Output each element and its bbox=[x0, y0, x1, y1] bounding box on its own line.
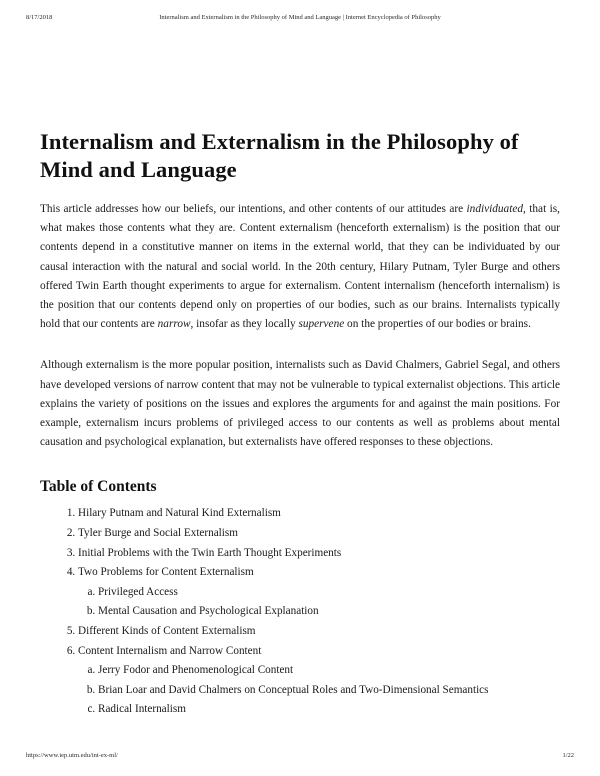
toc-item-label: Content Internalism and Narrow Content bbox=[78, 644, 262, 657]
toc-item-label: Hilary Putnam and Natural Kind Externalism bbox=[78, 507, 281, 520]
header-title: Internalism and Externalism in the Philosophy of Mind and Language | Internet Encyclopedia of Philosophy bbox=[159, 14, 441, 21]
toc-item-label: Different Kinds of Content Externalism bbox=[78, 625, 256, 637]
toc-subitem-label: Mental Causation and Psychological Explanation bbox=[98, 605, 319, 618]
body-text: This article addresses how our beliefs, our intentions, and other contents of our attitudes are bbox=[40, 203, 467, 215]
toc-subitem[interactable] bbox=[98, 583, 560, 603]
toc-subitem[interactable] bbox=[98, 700, 560, 720]
toc-subitem-label: Jerry Fodor and Phenomenological Content bbox=[98, 664, 294, 677]
footer-page-number: 1/22 bbox=[562, 752, 574, 759]
header-date: 8/17/2018 bbox=[26, 14, 53, 21]
emphasis-text: narrow bbox=[157, 318, 191, 331]
toc-item-label: Two Problems for Content Externalism bbox=[78, 566, 254, 579]
emphasis-text: individuated bbox=[466, 203, 524, 215]
toc-item[interactable] bbox=[78, 544, 560, 564]
toc-sublist bbox=[78, 661, 560, 720]
toc-sublist bbox=[78, 583, 560, 622]
toc-item-label: Initial Problems with the Twin Earth Thought Experiments bbox=[78, 546, 342, 559]
toc-subitem[interactable] bbox=[98, 681, 560, 701]
body-text: on the properties of our bodies or brains. bbox=[344, 318, 531, 331]
toc-item[interactable] bbox=[78, 622, 560, 642]
body-text: , insofar as they locally bbox=[190, 318, 299, 331]
toc-item[interactable] bbox=[78, 524, 560, 544]
emphasis-text: supervene bbox=[298, 318, 345, 331]
toc-item[interactable] bbox=[78, 563, 560, 622]
page-title: Internalism and Externalism in the Philosophy of Mind and Language bbox=[40, 129, 519, 182]
toc-subitem-label: Radical Internalism bbox=[98, 703, 186, 716]
toc-item-label: Tyler Burge and Social Externalism bbox=[78, 527, 238, 540]
paragraph-1 bbox=[40, 200, 560, 334]
toc-subitem-label: Privileged Access bbox=[98, 585, 178, 598]
table-of-contents-list bbox=[40, 504, 560, 720]
toc-subitem-label: Brian Loar and David Chalmers on Conceptual Roles and Two-Dimensional Semantics bbox=[98, 683, 489, 696]
toc-item[interactable] bbox=[78, 642, 560, 720]
paragraph-2 bbox=[40, 356, 560, 452]
running-footer bbox=[0, 750, 600, 762]
document-content bbox=[40, 128, 560, 720]
footer-url[interactable]: https://www.iep.utm.edu/int-ex-ml/ bbox=[26, 752, 118, 759]
toc-subitem[interactable] bbox=[98, 661, 560, 681]
body-text: , that is, what makes those contents what they are. Content externalism (henceforth externalism) is the position that our contents depend in a constitutive manner on items in the external world, that they can be individuated by our causal interaction with the natural and social world. In the 20th century, Hilary Putnam, Tyler Burge and others offered Twin Earth thought experiments to argue for externalism. Content internalism (henceforth internalism) is the position that our contents depend only on properties of our bodies, such as our brains. Internalists typically hold that our contents are bbox=[40, 203, 560, 331]
running-header bbox=[0, 12, 600, 24]
toc-subitem[interactable] bbox=[98, 602, 560, 622]
paragraph-container bbox=[40, 200, 560, 452]
table-of-contents-heading: Table of Contents bbox=[40, 478, 157, 496]
body-text: Although externalism is the more popular position, internalists such as David Chalmers, Gabriel Segal, and others have developed versions of narrow content that may not be vulnerable to typical externalist objections. This article explains the variety of positions on the issues and explores the arguments for and against the main positions. For example, externalism incurs problems of privileged access to our contents as well as problems about mental causation and psychological explanation, but externalists have offered responses to these objections. bbox=[40, 359, 560, 449]
toc-item[interactable] bbox=[78, 504, 560, 524]
